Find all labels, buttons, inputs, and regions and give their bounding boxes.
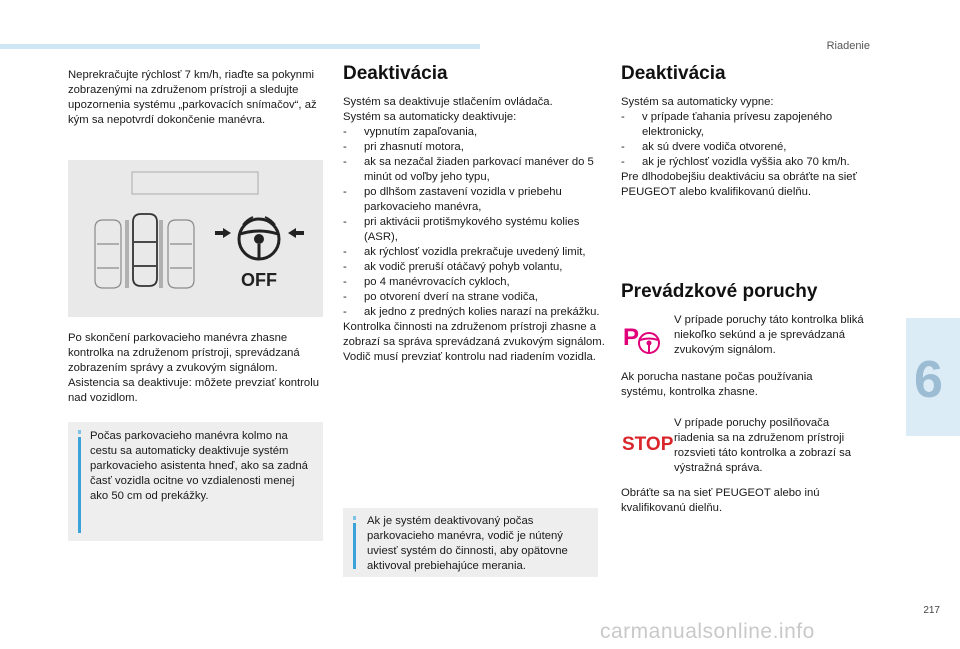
list-item: - ak vodič preruší otáčavý pohyb volantu, xyxy=(343,260,605,275)
col2-p4: Vodič musí prevziať kontrolu nad riadením vozidla. xyxy=(343,351,596,363)
list-item: - po dlhšom zastavení vozidla v priebehu parkovacieho manévra, xyxy=(343,185,605,215)
deactivation-heading: Deaktivácia xyxy=(343,63,448,84)
col2-p2: Systém sa automaticky deaktivuje: xyxy=(343,111,517,123)
info-marker-icon xyxy=(353,516,356,569)
note-text: Počas parkovacieho manévra kolmo na cestu sa automaticky deaktivuje systém parkovacieho asistenta hneď, ako sa zadná časť vozidla ocitne vo vzdialenosti menej ako 50 cm od prekážky. xyxy=(90,430,308,502)
column-3 xyxy=(621,63,859,200)
faults-section xyxy=(621,281,859,302)
column-1 xyxy=(68,68,318,128)
list-item: - po otvorení dverí na strane vodiča, xyxy=(343,290,605,305)
list-item: - pri zhasnutí motora, xyxy=(343,140,605,155)
stop-warning-icon xyxy=(621,430,674,456)
col2-p3: Kontrolka činnosti na združenom prístroji zhasne a zobrazí sa správa sprevádzaná zvukovým signálom. xyxy=(343,321,605,348)
stop-label: STOP xyxy=(622,434,674,455)
after-paragraph: Po skončení parkovacieho manévra zhasne kontrolka na združenom prístroji, sprevádzaná zobrazením správy a zvukovým signálom. Asistencia sa deaktivuje: môžete prevziať kontrolu nad vozidlom. xyxy=(68,332,320,404)
faults-heading: Prevádzkové poruchy xyxy=(621,281,818,302)
chapter-tab xyxy=(906,318,960,436)
list-item: - pri aktivácii protišmykového systému kolies (ASR), xyxy=(343,215,605,245)
col2-p1: Systém sa deaktivuje stlačením ovládača. xyxy=(343,96,553,108)
col3-p4: Obráťte sa na sieť PEUGEOT alebo inú kvalifikovanú dielňu. xyxy=(621,487,820,514)
auto-deactivation-list xyxy=(343,125,605,320)
contact-paragraph xyxy=(621,486,859,516)
off-label: OFF xyxy=(241,270,277,290)
park-assist-warning-icon xyxy=(623,319,663,359)
fault1-text: V prípade poruchy táto kontrolka bliká niekoľko sekúnd a je sprevádzaná zvukovým signálom. xyxy=(674,314,864,356)
intro-paragraph: Neprekračujte rýchlosť 7 km/h, riaďte sa pokynmi zobrazenými na združenom prístroji a sledujte upozornenia systému „parkovacích snímačov“, až kým sa nepotvrdí dokončenie manévra. xyxy=(68,69,317,126)
page-number: 217 xyxy=(923,605,940,616)
info-note-1 xyxy=(68,422,323,541)
svg-text:P: P xyxy=(623,324,640,351)
parking-illustration xyxy=(68,160,323,317)
note-text: Ak je systém deaktivovaný počas parkovacieho manévra, vodič je nútený uviesť systém do činnosti, aby opätovne aktivoval prebiehajúce merania. xyxy=(367,515,568,572)
parking-diagram-icon xyxy=(68,160,323,317)
list-item: - ak sa nezačal žiaden parkovací manéver do 5 minút od voľby jeho typu, xyxy=(343,155,605,185)
list-item: - po 4 manévrovacích cykloch, xyxy=(343,275,605,290)
auto-off-list xyxy=(621,110,859,170)
list-item: - v prípade ťahania prívesu zapojeného elektronicky, xyxy=(621,110,859,140)
list-item: - ak sú dvere vodiča otvorené, xyxy=(621,140,859,155)
column-1-lower xyxy=(68,331,323,406)
info-marker-icon xyxy=(78,430,81,533)
list-item: - ak rýchlosť vozidla prekračuje uvedený limit, xyxy=(343,245,605,260)
section-title: Riadenie xyxy=(826,40,870,52)
fault2-text: V prípade poruchy posilňovača riadenia sa na združenom prístroji rozsvieti táto kontrolka a zobrazí sa výstražná správa. xyxy=(674,417,852,474)
list-item: - ak jedno z predných kolies narazí na prekážku. xyxy=(343,305,605,320)
fault-paragraph xyxy=(621,370,859,400)
list-item: - vypnutím zapaľovania, xyxy=(343,125,605,140)
list-item: - ak je rýchlosť vozidla vyššia ako 70 km/h. xyxy=(621,155,859,170)
header-accent-bar xyxy=(0,44,480,49)
info-note-2 xyxy=(343,508,598,577)
col3-p2: Pre dlhodobejšiu deaktiváciu sa obráťte na sieť PEUGEOT alebo kvalifikovanú dielňu. xyxy=(621,171,857,198)
col3-p1: Systém sa automaticky vypne: xyxy=(621,96,774,108)
deactivation-heading-2: Deaktivácia xyxy=(621,63,726,84)
watermark: carmanualsonline.info xyxy=(600,620,815,643)
col3-p3: Ak porucha nastane počas používania systému, kontrolka zhasne. xyxy=(621,371,813,398)
column-2 xyxy=(343,63,605,365)
chapter-number: 6 xyxy=(914,351,943,409)
